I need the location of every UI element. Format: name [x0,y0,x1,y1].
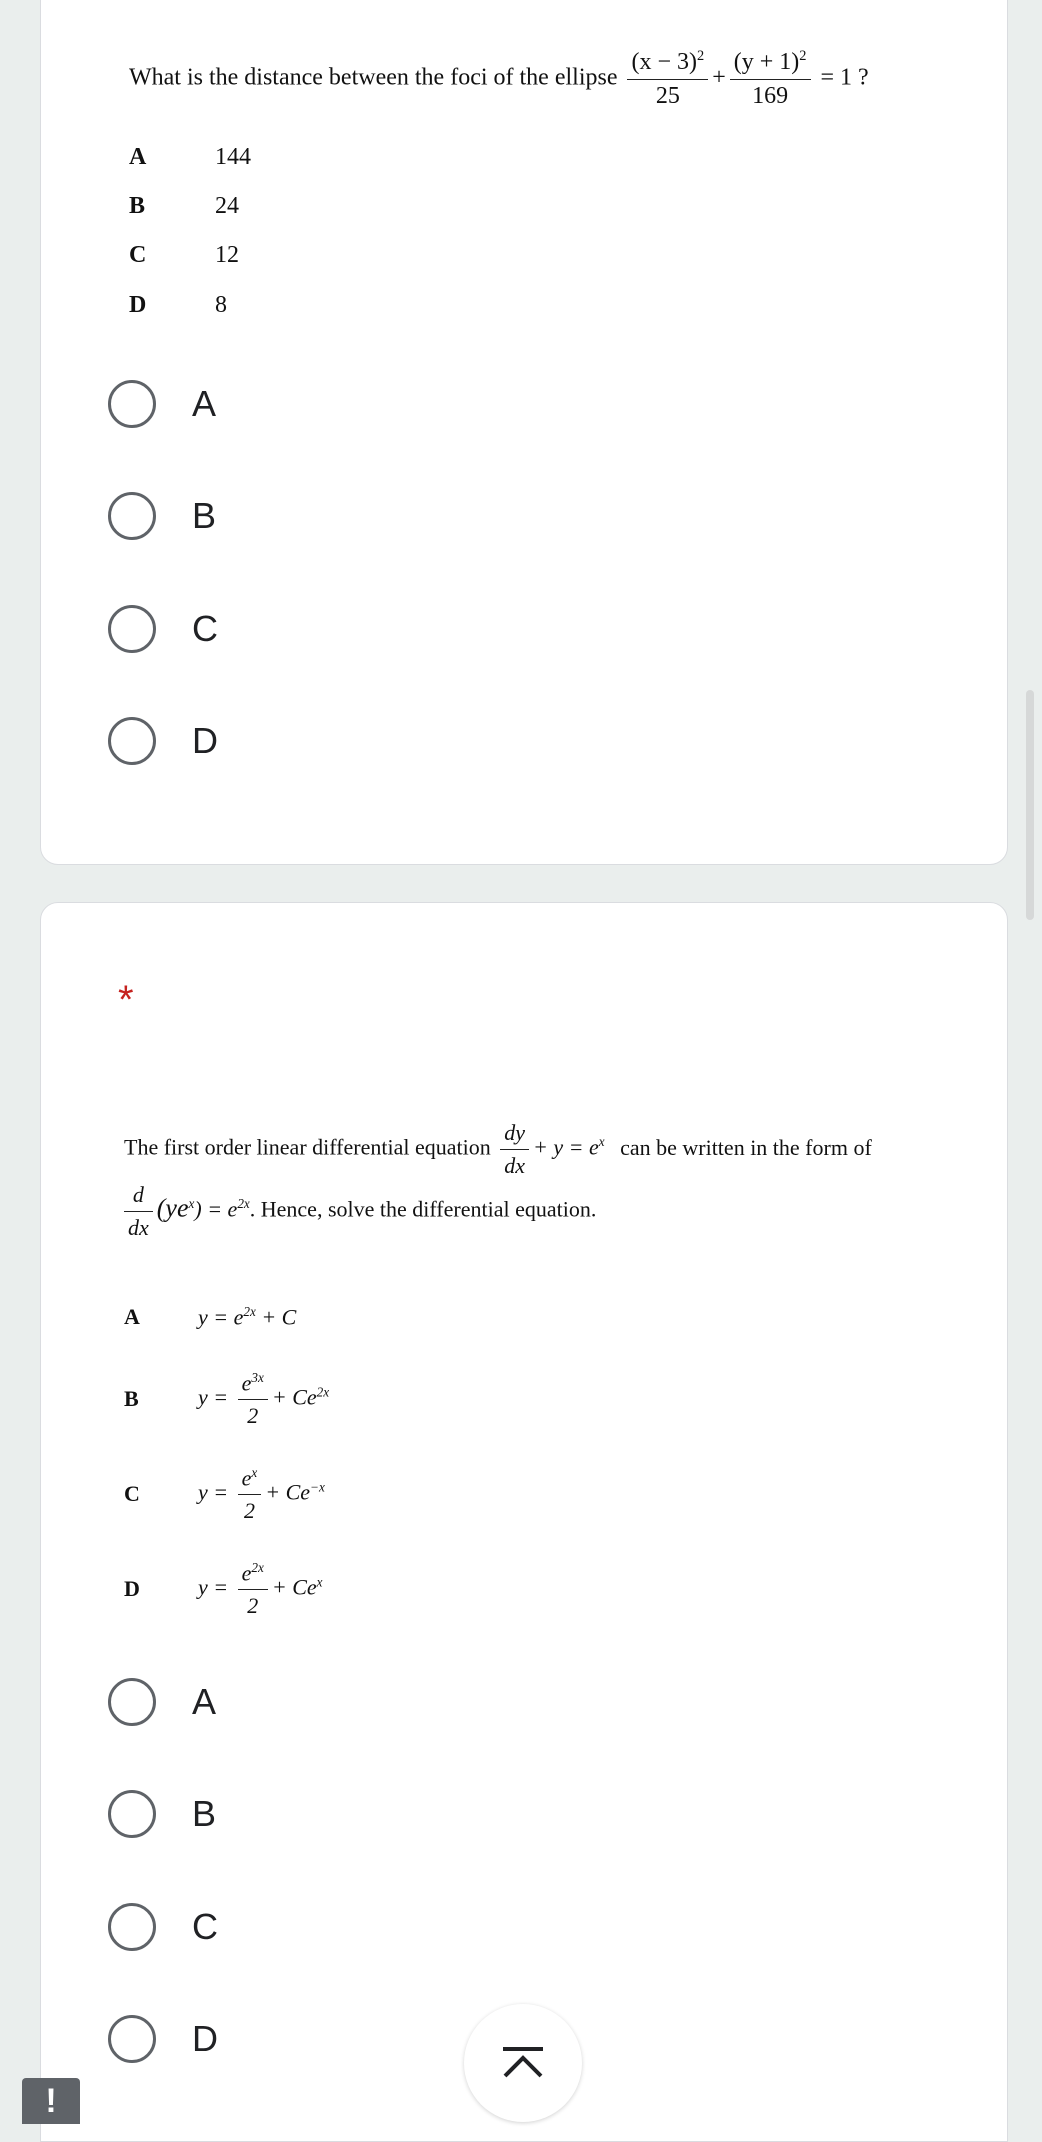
scroll-to-top-button[interactable] [464,2004,582,2122]
radio-circle-icon[interactable] [108,1678,156,1726]
required-asterisk: * [118,978,134,1022]
q2-radio-b[interactable]: B [108,1784,216,1844]
question-1-suffix: = 1 ? [820,64,869,91]
radio-circle-icon[interactable] [108,380,156,428]
question-2-line-2: $\frac{d}{dx}$ $(ye^x) = e^{2x}$. Hence, solve the differential equation. [124,1182,596,1241]
radio-circle-icon[interactable] [108,605,156,653]
fraction-y: $\frac{(y + 1)^2}{169}$ [730,48,811,110]
radio-circle-icon[interactable] [108,1903,156,1951]
q2-radio-c[interactable]: C [108,1897,218,1957]
q1-radio-b[interactable]: B [108,486,216,546]
q2-radio-d[interactable]: D [108,2009,218,2069]
q2-radio-a[interactable]: A [108,1672,216,1732]
q1-radio-d[interactable]: D [108,711,218,771]
question-1-prefix: What is the distance between the foci of the ellipse [129,64,618,91]
radio-circle-icon[interactable] [108,492,156,540]
radio-circle-icon[interactable] [108,1790,156,1838]
exclamation-icon: ! [45,2081,57,2120]
scrollbar-thumb[interactable] [1026,690,1034,920]
question-2-line-1: The first order linear differential equation $\frac{dy}{dx}$ + $y = e^x$ can be written in the form of [124,1120,872,1178]
report-button[interactable] [22,2078,80,2124]
q1-radio-c[interactable]: C [108,599,218,659]
question-1-text: What is the distance between the foci of the ellipse $\frac{(x - 3)^2}{25}$ + $\frac{(y + 1)^2}{169}$ = 1 ? [129,48,869,109]
radio-circle-icon[interactable] [108,2015,156,2063]
fraction-x: $\frac{(x - 3)^2}{25}$ [627,48,708,110]
radio-circle-icon[interactable] [108,717,156,765]
chevron-up-bar-icon [501,2046,545,2080]
q1-radio-a[interactable]: A [108,374,216,434]
